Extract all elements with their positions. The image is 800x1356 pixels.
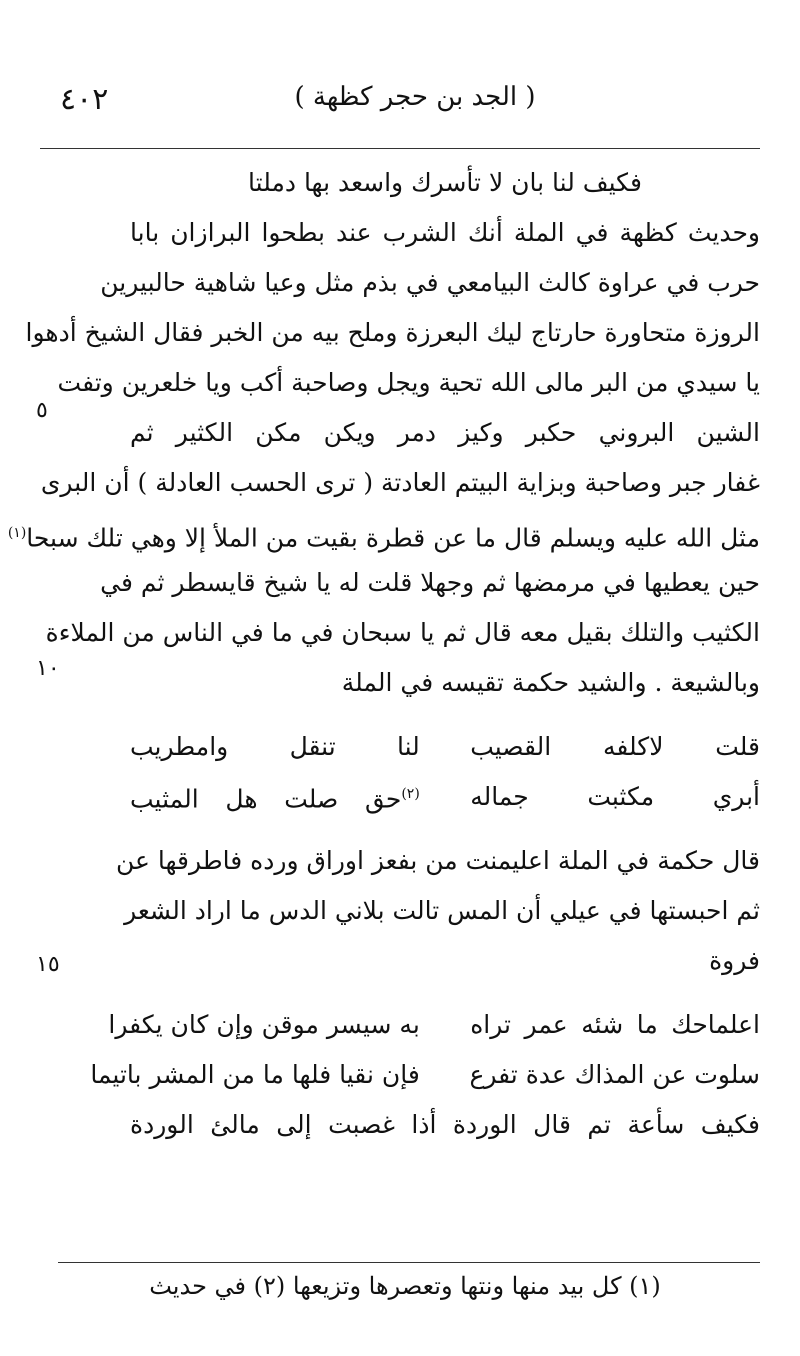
footnote: (١) كل بيد منها ونتها وتعصرها وتزيعها (٢) في حديث [149, 1272, 661, 1300]
text-line-7-content: مثل الله عليه ويسلم قال ما عن قطرة بقيت من الملأ إلا وهي تلك سبحا [26, 523, 760, 553]
text-line-5: الشين البروني حكبر وكيز دمر ويكن مكن الكثير ثم [130, 418, 760, 447]
verse-2-hemistich-2-content: حق صلت هل المثيب [130, 784, 402, 814]
text-line-4: يا سيدي من البر مالى الله تحية ويجل وصاحبة أكب ويا خلعرين وتفت [57, 368, 760, 397]
running-title: ( الجد بن حجر كظهة ) [294, 82, 536, 112]
verse-3 [108, 1000, 760, 1050]
footnote-rule [58, 1262, 760, 1263]
verse-2 [130, 772, 760, 822]
text-line-14: فكيف سأعة تم قال الوردة أذا غصبت إلى مالئ الوردة [130, 1110, 760, 1139]
text-line-2: حرب في عراوة كالث البيامعي في بذم مثل وعيا شاهية حالبيرين [100, 268, 760, 297]
text-line-7 [7, 508, 760, 558]
verse-2-hemistich-2 [130, 769, 420, 824]
page-header [60, 82, 780, 132]
text-line-11: قال حكمة في الملة اعليمنت من بفعز اوراق ورده فاطرقها عن [115, 846, 760, 875]
text-line-8: حين يعطيها في مرمضها ثم وجهلا قلت له يا شيخ قايسطر ثم في [100, 568, 760, 597]
verse-1-hemistich-2: لنا تنقل وامطريب [130, 732, 420, 761]
text-line-10: وبالشيعة . والشيد حكمة تقيسه في الملة [341, 668, 760, 697]
page-number: ٤٠٢ [60, 82, 109, 117]
footnote-ref-1: (١) [7, 525, 27, 541]
verse-1 [130, 722, 760, 772]
line-marker-10: ١٠ [36, 656, 60, 681]
verse-4 [90, 1050, 760, 1100]
text-line-1: وحديث كظهة في الملة أنك الشرب عند بطحوا البرازان بابا [130, 218, 760, 247]
verse-4-hemistich-2: فإن نقيا فلها ما من المشر باتيما [90, 1060, 420, 1089]
text-line-12: ثم احبستها في عيلي أن المس تالت بلاني الدس ما اراد الشعر [124, 896, 760, 925]
verse-1-hemistich-1: قلت لاكلفه القصيب [470, 732, 760, 761]
verse-4-hemistich-1: سلوت عن المذاك عدة تفرع [469, 1060, 760, 1089]
line-marker-5: ٥ [36, 398, 48, 423]
verse-3-hemistich-1: اعلماحك ما شئه عمر تراه [470, 1010, 760, 1039]
line-marker-15: ١٥ [36, 952, 60, 977]
text-line-6: غفار جبر وصاحبة وبزاية البيتم العادتة ( ترى الحسب العادلة ) أن البرى [40, 468, 760, 497]
verse-2-hemistich-1: أبري مكثبت جماله [470, 782, 760, 811]
header-rule [40, 148, 760, 149]
text-line-13: فروة [709, 946, 760, 975]
verse-3-hemistich-2: به سيسر موقن وإن كان يكفرا [108, 1010, 420, 1039]
footnote-ref-2: (٢) [401, 786, 420, 803]
text-line-3: الروزة متحاورة حارتاج ليك البعرزة وملح بيه من الخبر فقال الشيخ أدهوا [25, 318, 760, 347]
opening-verse: فكيف لنا بان لا تأسرك واسعد بها دملتا [248, 168, 642, 197]
text-line-9: الكثيب والتلك بقيل معه قال ثم يا سبحان في ما في الناس من الملاءة [45, 618, 760, 647]
line-number-margin [36, 0, 116, 1356]
